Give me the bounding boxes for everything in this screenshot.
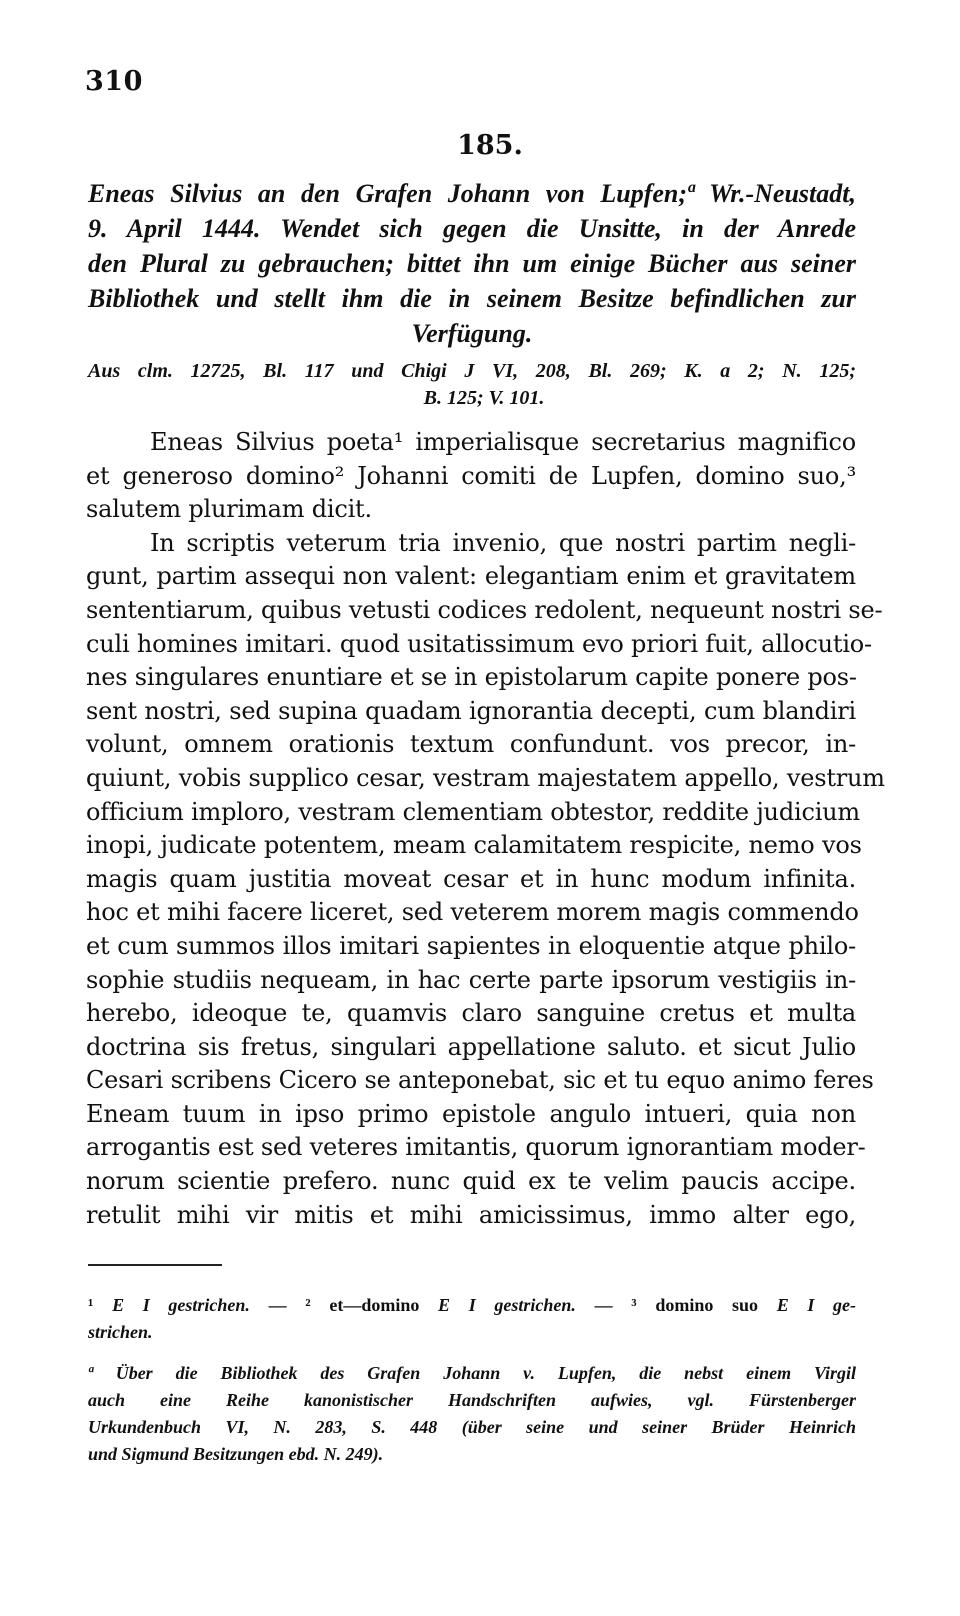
letter-text <box>86 426 885 1232</box>
body-line: magis quam justitia moveat cesar et in hunc modum infinita. <box>86 864 856 893</box>
regest-line: Verfügung. <box>411 319 533 348</box>
source-reference <box>88 358 856 412</box>
body-line: et cum summos illos imitari sapientes in eloquentie atque philo- <box>86 931 856 960</box>
footnote-a-line: Urkundenbuch VI, N. 283, S. 448 (über seine und seiner Brüder Heinrich <box>88 1417 856 1437</box>
body-line: In scriptis veterum tria invenio, que nostri partim negli- <box>150 528 856 557</box>
regest-summary <box>88 176 856 351</box>
body-line: gunt, partim assequi non valent: elegantiam enim et gravitatem <box>86 562 856 591</box>
greeting-line: et generoso domino² Johanni comiti de Lupfen, domino suo,³ <box>86 461 856 490</box>
footnote-a-line: auch eine Reihe kanonistischer Handschriften aufwies, vgl. Fürstenberger <box>88 1390 856 1410</box>
body-line: culi homines imitari. quod usitatissimum evo priori fuit, allocutio- <box>86 629 872 658</box>
body-line: sent nostri, sed supina quadam ignorantia decepti, cum blandiri <box>86 696 856 725</box>
footnote-a <box>88 1360 856 1468</box>
body-line: volunt, omnem orationis textum confundunt. vos precor, in- <box>86 730 856 759</box>
body-line: officium imploro, vestram clementiam obtestor, reddite judicium <box>86 797 860 826</box>
footnote-dash: — <box>594 1295 613 1315</box>
footnote-text: E I ge- <box>776 1295 857 1315</box>
footnote-text: E I gestrichen. <box>112 1295 250 1315</box>
footnote-marker: ² <box>305 1295 311 1315</box>
body-line: inopi, judicate potentem, meam calamitatem respicite, nemo vos <box>86 831 862 860</box>
body-line: arrogantis est sed veteres imitantis, quorum ignorantiam moder- <box>86 1133 866 1162</box>
regest-line: Eneas Silvius an den Grafen Johann von Lupfen;ª Wr.-Neustadt, <box>88 179 856 208</box>
footnote-divider <box>88 1264 222 1266</box>
footnote-text: domino suo <box>655 1295 759 1315</box>
source-line: Aus clm. 12725, Bl. 117 und Chigi J VI, 208, Bl. 269; K. a 2; N. 125; <box>88 360 856 382</box>
document-number: 185. <box>457 130 523 161</box>
body-line: doctrina sis fretus, singulari appellatione saluto. et sicut Julio <box>86 1032 856 1061</box>
regest-line: den Plural zu gebrauchen; bittet ihn um einige Bücher aus seiner <box>88 249 856 278</box>
greeting-line: salutem plurimam dicit. <box>86 495 372 524</box>
page-number: 310 <box>85 66 143 97</box>
greeting-line: Eneas Silvius poeta¹ imperialisque secretarius magnifico <box>150 428 856 456</box>
footnote-a-line: und Sigmund Besitzungen ebd. N. 249). <box>88 1444 384 1464</box>
footnote-dash: — <box>268 1295 287 1315</box>
source-line: B. 125; V. 101. <box>423 387 545 409</box>
regest-line: 9. April 1444. Wendet sich gegen die Unsitte, in der Anrede <box>88 214 856 243</box>
body-line: sophie studiis nequeam, in hac certe parte ipsorum vestigiis in- <box>86 965 856 994</box>
body-line: Cesari scribens Cicero se anteponebat, sic et tu equo animo feres <box>86 1066 874 1095</box>
body-line: quiunt, vobis supplico cesar, vestram majestatem appello, vestrum <box>86 763 885 792</box>
footnote-numbered-line: strichen. <box>88 1322 153 1342</box>
body-line: herebo, ideoque te, quamvis claro sanguine cretus et multa <box>86 999 856 1028</box>
footnote-a-line: ª Über die Bibliothek des Grafen Johann v. Lupfen, die nebst einem Virgil <box>88 1363 856 1383</box>
body-line: retulit mihi vir mitis et mihi amicissimus, immo alter ego, <box>86 1200 856 1229</box>
footnote-numbered-line <box>88 1292 856 1319</box>
body-line: sententiarum, quibus vetusti codices redolent, nequeunt nostri se- <box>86 595 883 624</box>
body-line: nes singulares enuntiare et se in epistolarum capite ponere pos- <box>86 663 857 692</box>
footnotes <box>88 1292 856 1468</box>
footnote-text: et—domino <box>329 1295 420 1315</box>
body-line: hoc et mihi facere liceret, sed veterem morem magis commendo <box>86 898 859 927</box>
footnote-text: E I gestrichen. <box>438 1295 576 1315</box>
regest-line: Bibliothek und stellt ihm die in seinem Besitze befindlichen zur <box>88 284 856 313</box>
footnote-marker: ¹ <box>88 1295 94 1315</box>
body-line: Eneam tuum in ipso primo epistole angulo intueri, quia non <box>86 1099 856 1128</box>
footnote-marker: ³ <box>631 1295 637 1315</box>
body-line: norum scientie prefero. nunc quid ex te velim paucis accipe. <box>86 1167 856 1196</box>
